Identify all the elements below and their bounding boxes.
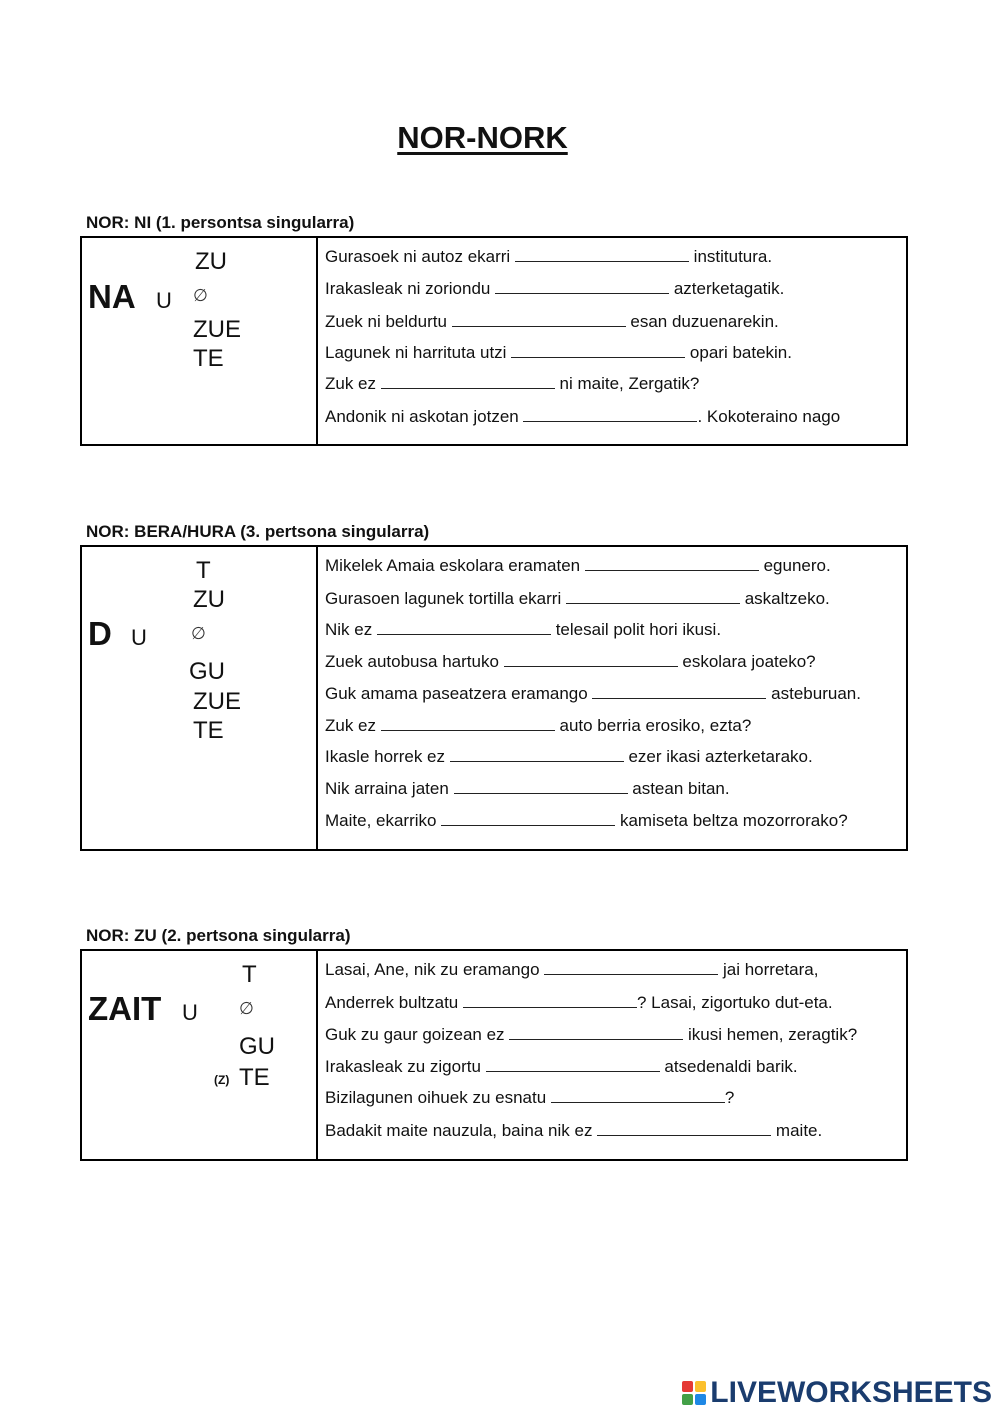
sentence-after: askaltzeko. [744, 589, 830, 608]
sentence-before: Zuk ez [325, 716, 377, 735]
section-2-suffix: T [196, 557, 211, 584]
sentence-after: opari batekin. [689, 343, 792, 362]
sentence-row [325, 1121, 822, 1141]
sentence-row [325, 716, 751, 736]
sentence-before: Maite, ekarriko [325, 811, 437, 830]
sentence-after: jai horretara, [723, 960, 819, 979]
sentence-before: Andonik ni askotan jotzen [325, 407, 519, 426]
sentence-row [325, 279, 784, 299]
blank-input[interactable] [495, 280, 669, 294]
logo-square [695, 1381, 706, 1392]
sentence-row [325, 960, 818, 980]
sentence-before: Nik ez [325, 620, 373, 639]
sentence-before: Guk zu gaur goizean ez [325, 1025, 505, 1044]
blank-input[interactable] [504, 653, 678, 667]
sentence-after: ni maite, Zergatik? [559, 374, 700, 393]
section-2-empty-set-icon: ∅ [191, 624, 206, 643]
sentence-row [325, 1057, 798, 1077]
sentence-after: ? Lasai, zigortuko dut-eta. [636, 993, 833, 1012]
sentence-row [325, 589, 830, 609]
logo-square [682, 1394, 693, 1405]
liveworksheets-logo-icon [682, 1381, 706, 1405]
sentence-after: azterketagatik. [673, 279, 785, 298]
blank-input[interactable] [452, 313, 626, 327]
section-2-heading: NOR: BERA/HURA (3. pertsona singularra) [86, 522, 430, 541]
sentence-row [325, 1088, 734, 1108]
section-3-heading: NOR: ZU (2. pertsona singularra) [86, 926, 351, 945]
sentence-row [325, 652, 816, 672]
section-1-heading: NOR: NI (1. persontsa singularra) [86, 213, 355, 232]
sentence-after: telesail polit hori ikusi. [555, 620, 722, 639]
blank-input[interactable] [377, 621, 551, 635]
sentence-row [325, 747, 813, 767]
sentence-after: eskolara joateko? [682, 652, 816, 671]
sentence-row [325, 374, 699, 394]
sentence-before: Bizilagunen oihuek zu esnatu [325, 1088, 547, 1107]
sentence-before: Gurasoen lagunek tortilla ekarri [325, 589, 562, 608]
sentence-before: Nik arraina jaten [325, 779, 449, 798]
section-3-u: U [182, 1000, 198, 1025]
section-1-suffix: ZU [195, 248, 227, 275]
blank-input[interactable] [509, 1026, 683, 1040]
blank-input[interactable] [551, 1089, 725, 1103]
page-title: NOR-NORK [397, 120, 568, 155]
logo-square [682, 1381, 693, 1392]
section-2-suffix: TE [193, 717, 224, 744]
logo-square [695, 1394, 706, 1405]
sentence-row [325, 407, 840, 427]
section-3-conjugation-cell [82, 951, 318, 1159]
section-3-suffix: T [242, 961, 257, 988]
sentence-row [325, 556, 831, 576]
sentence-row [325, 312, 779, 332]
blank-input[interactable] [454, 780, 628, 794]
section-1-suffix: ZUE [193, 316, 241, 343]
sentence-before: Anderrek bultzatu [325, 993, 459, 1012]
sentence-after: . Kokoteraino nago [697, 407, 841, 426]
blank-input[interactable] [463, 994, 637, 1008]
sentence-after: institutura. [693, 247, 773, 266]
sentence-after: esan duzuenarekin. [630, 312, 779, 331]
sentence-before: Guk amama paseatzera eramango [325, 684, 588, 703]
sentence-before: Zuk ez [325, 374, 377, 393]
blank-input[interactable] [381, 375, 555, 389]
blank-input[interactable] [486, 1058, 660, 1072]
sentence-before: Lagunek ni harrituta utzi [325, 343, 507, 362]
sentence-after: maite. [775, 1121, 823, 1140]
section-1-u: U [156, 288, 172, 313]
section-2-u: U [131, 625, 147, 650]
blank-input[interactable] [523, 408, 697, 422]
section-2-suffix: ZUE [193, 688, 241, 715]
sentence-before: Gurasoek ni autoz ekarri [325, 247, 511, 266]
section-1-suffix: TE [193, 345, 224, 372]
sentence-row [325, 247, 772, 267]
sentence-after: asteburuan. [771, 684, 861, 703]
section-2-root: D [88, 615, 112, 652]
liveworksheets-brand [682, 1376, 992, 1410]
section-3-root: ZAIT [88, 990, 162, 1027]
sentence-row [325, 811, 848, 831]
sentence-before: Zuek ni beldurtu [325, 312, 447, 331]
blank-input[interactable] [592, 685, 766, 699]
sentence-after: astean bitan. [632, 779, 730, 798]
section-3-empty-set-icon: ∅ [239, 999, 254, 1018]
blank-input[interactable] [441, 812, 615, 826]
section-3-suffix: GU [239, 1033, 275, 1060]
sentence-after: kamiseta beltza mozorrorako? [619, 811, 848, 830]
sentence-after: ikusi hemen, zeragtik? [688, 1025, 858, 1044]
sentence-before: Badakit maite nauzula, baina nik ez [325, 1121, 593, 1140]
blank-input[interactable] [511, 344, 685, 358]
section-2-suffix: ZU [193, 586, 225, 613]
blank-input[interactable] [515, 248, 689, 262]
sentence-after: egunero. [763, 556, 831, 575]
section-3-z-mark: (Z) [214, 1073, 230, 1087]
sentence-row [325, 343, 792, 363]
section-3-suffix: TE [239, 1064, 270, 1091]
sentence-before: Lasai, Ane, nik zu eramango [325, 960, 540, 979]
section-2-suffix: GU [189, 658, 225, 685]
sentence-before: Zuek autobusa hartuko [325, 652, 499, 671]
blank-input[interactable] [566, 590, 740, 604]
blank-input[interactable] [450, 748, 624, 762]
sentence-row [325, 1025, 857, 1045]
sentence-after: atsedenaldi barik. [664, 1057, 798, 1076]
sentence-row [325, 779, 730, 799]
sentence-after: ? [724, 1088, 735, 1107]
sentence-before: Irakasleak ni zoriondu [325, 279, 491, 298]
blank-input[interactable] [585, 557, 759, 571]
sentence-after: ezer ikasi azterketarako. [628, 747, 813, 766]
sentence-before: Mikelek Amaia eskolara eramaten [325, 556, 581, 575]
sentence-before: Ikasle horrek ez [325, 747, 445, 766]
sentence-after: auto berria erosiko, ezta? [559, 716, 752, 735]
blank-input[interactable] [597, 1122, 771, 1136]
sentence-row [325, 684, 861, 704]
blank-input[interactable] [381, 717, 555, 731]
sentence-before: Irakasleak zu zigortu [325, 1057, 481, 1076]
blank-input[interactable] [544, 961, 718, 975]
liveworksheets-wordmark: LIVEWORKSHEETS [710, 1376, 992, 1409]
section-1-root: NA [88, 278, 136, 315]
sentence-row [325, 993, 833, 1013]
section-1-empty-set-icon: ∅ [193, 286, 208, 305]
sentence-row [325, 620, 721, 640]
